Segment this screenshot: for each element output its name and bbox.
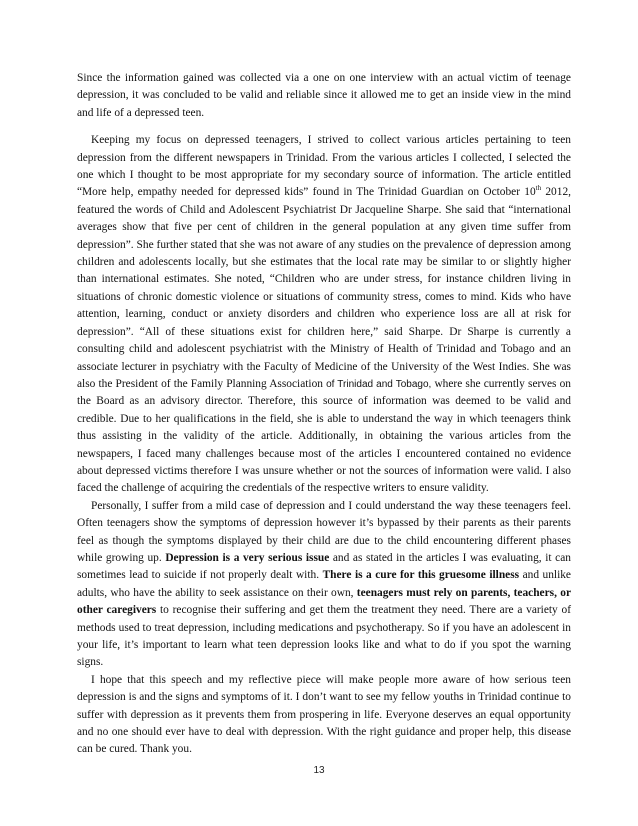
paragraph-personal-experience: [77, 498, 571, 672]
paragraph-text-segment: 2012, featured the words of Child and Adolescent Psychiatrist Dr Jacqueline Sharpe. She said that “international averages show that five per cent of children in the general population at any given time suffer from depression”. She further stated that she was not aware of any studies on the prevalence of depression among children and adolescents locally, but she estimates that the local rate may be similar to or slightly higher than international estimates. She noted, “Children who are under stress, for instance children living in situations of chronic domestic violence or situations of community stress, comes to mind. Kids who have attention, learning, conduct or anxiety disorders and children who experience loss are all at risk for depression”. “All of these situations exist for children here,” said Sharpe. Dr Sharpe is currently a consulting child and adolescent psychiatrist with the Ministry of Health of Trinidad and Tobago and an associate lecturer in psychiatry with the Faculty of Medicine of the University of the West Indies. She was also the President of the Family Planning Association: [77, 186, 571, 390]
paragraph-text-segment-small: of Trinidad and Tobago,: [323, 378, 432, 390]
paragraph-text-segment: where she currently serves on the Board as an advisory director. Therefore, this source of information was deemed to be valid and credible. Due to her qualifications in the field, she is able to understand the way in which teenagers think thus assisting in the validity of the article. Additionally, in obtaining the various articles from the newspapers, I faced many challenges because most of the articles I encountered contained no evidence about depressed victims therefore I was unsure whether or not the sources of information were valid. I also faced the challenge of acquiring the credentials of the respective writers to ensure validity.: [77, 377, 572, 495]
paragraph-text-segment: Personally, I suffer from a mild case of depression and I could understand the way these teenagers feel. Often teenagers show the symptoms of depression however it’s bypassed by their parents as their parents feel as though the symptoms displayed by their child are due to the child encountering different phases while growing up.: [77, 499, 571, 564]
paragraph-interview-validity: Since the information gained was collected via a one on one interview with an actual victim of teenage depression, it was concluded to be valid and reliable since it allowed me to get an inside view in the mind and life of a depressed teen.: [77, 72, 571, 119]
bold-phrase: There is a cure for this gruesome illness: [322, 569, 520, 582]
paragraph-conclusion: I hope that this speech and my reflective piece will make people more aware of how serious teen depression is and the signs and symptoms of it. I don’t want to see my fellow youths in Trinidad continue to suffer with depression as it prevents them from prospering in life. Everyone deserves an equal opportunity and no one should ever have to deal with depression. With the right guidance and proper help, this disease can be cured. Thank you.: [77, 673, 571, 756]
body-text: [77, 70, 571, 759]
paragraph-newspaper-article: [77, 132, 571, 498]
paragraph-text-segment: Keeping my focus on depressed teenagers, I strived to collect various articles pertaining to teen depression from the different newspapers in Trinidad. From the various articles I collected, I selected the one which I thought to be most appropriate for my secondary source of information. The article entitled “More help, empathy needed for depressed kids” found in The Trinidad Guardian on October 10: [77, 134, 571, 199]
paragraph-text-segment: to recognise their suffering and get them the treatment they need. There are a variety of methods used to treat depression, including medications and psychotherapy. So if you have an adolescent in your life, it’s important to learn what teen depression looks like and what to do if you spot the warning signs.: [77, 604, 571, 669]
page-number: 13: [313, 765, 325, 776]
paragraph-text-segment: and unlike adults, who have the ability to seek assistance on their own,: [77, 569, 571, 599]
bold-phrase: teenagers must rely on parents, teachers, or other caregivers: [77, 586, 571, 617]
ordinal-superscript: th: [535, 184, 542, 193]
paragraph-text-segment: and as stated in the articles I was evaluating, it can sometimes lead to suicide if not properly dealt with.: [77, 551, 571, 582]
bold-phrase: Depression is a very serious issue: [165, 551, 330, 564]
